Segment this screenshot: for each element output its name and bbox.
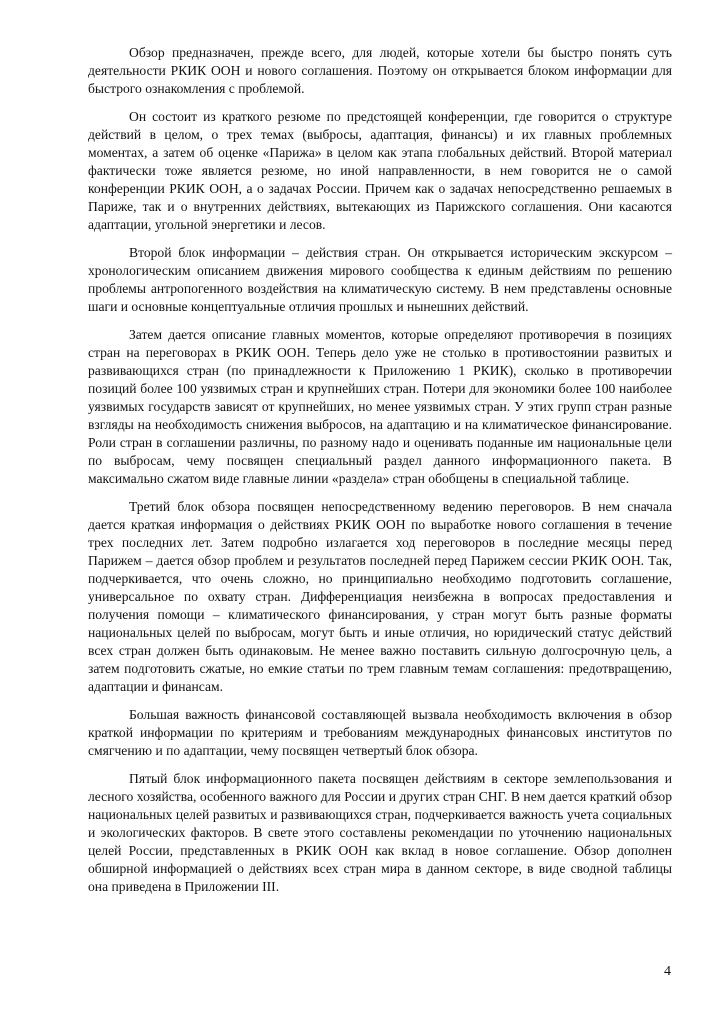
paragraph-overview-purpose: Обзор предназначен, прежде всего, для людей, которые хотели бы быстро понять суть деятельности РКИК ООН и нового соглашения. Поэтому он открывается блоком информации для быстрого ознакомления с проблемой. — [88, 45, 672, 96]
paragraph-land-use-block: Пятый блок информационного пакета посвящен действиям в секторе землепользования и лесного хозяйства, особенного важного для России и других стран СНГ. В нем дается краткий обзор национальных целей развитых и развивающихся стран, подчеркивается важность учета социальных и экологических факторов. В свете этого составлены рекомендации по уточнению национальных целей России, представленных в РКИК ООН как вклад в новое соглашение. Обзор дополнен обширной информацией о действиях всех стран мира в данном секторе, в виде сводной таблицы она приведена в Приложении III. — [88, 771, 672, 894]
paragraph-country-actions: Второй блок информации – действия стран. Он открывается историческим экскурсом – хронологическим описанием движения мирового сообщества к единым действиям по решению проблемы антропогенного воздействия на климатическую систему. В нем представлены основные шаги и основные концептуальные отличия прошлых и нынешних действий. — [88, 245, 672, 314]
document-page — [88, 44, 672, 906]
paragraph-summary-block: Он состоит из краткого резюме по предстоящей конференции, где говорится о структуре действий в целом, о трех темах (выбросы, адаптация, финансы) и их главных проблемных моментах, а затем об оценке «Парижа» в целом как этапа глобальных действий. Второй материал фактически тоже является резюме, но иной направленности, в нем говорится не о самой конференции РКИК ООН, а о задачах России. Причем как о задачах непосредственно решаемых в Париже, так и о внутренних действиях, вытекающих из Парижского соглашения. Они касаются адаптации, угольной энергетики и лесов. — [88, 109, 672, 232]
paragraph-finance-block: Большая важность финансовой составляющей вызвала необходимость включения в обзор краткой информации по критериям и требованиям международных финансовых институтов по смягчению и по адаптации, чему посвящен четвертый блок обзора. — [88, 707, 672, 758]
page-number: 4 — [664, 964, 671, 979]
paragraph-country-positions: Затем дается описание главных моментов, которые определяют противоречия в позициях стран на переговорах в РКИК ООН. Теперь дело уже не столько в противостоянии развитых и развивающихся стран (по принадлежности к Приложению 1 РКИК), сколько в противоречии позиций более 100 уязвимых стран и крупнейших стран. Потери для экономики более 100 наиболее уязвимых государств зависят от крупнейших, но менее уязвимых стран. У этих групп стран разные взгляды на необходимость снижения выбросов, на адаптацию и на климатическое финансирование. Роли стран в соглашении различны, по разному надо и оценивать поданные им национальные цели по выбросам, чему посвящен специальный раздел данного информационного пакета. В максимально сжатом виде главные линии «раздела» стран обобщены в специальной таблице. — [88, 327, 672, 486]
paragraph-negotiations-block: Третий блок обзора посвящен непосредственному ведению переговоров. В нем сначала дается краткая информация о действиях РКИК ООН по выработке нового соглашения в течение трех последних лет. Затем подробно излагается ход переговоров в последние месяцы перед Парижем – дается обзор проблем и результатов последней перед Парижем сессии РКИК ООН. Так, подчеркивается, что очень сложно, но принципиально необходимо подготовить соглашение, универсальное по охвату стран. Дифференциация неизбежна в вопросах предоставления и получения помощи – климатического финансирования, у стран могут быть разные форматы национальных целей по выбросам, могут быть и иные отличия, но юридический статус действий всех стран должен быть одинаковым. Не менее важно поставить сильную долгосрочную цель, а затем подготовить сжатые, но емкие статьи по трем главным темам соглашения: предотвращению, адаптации и финансам. — [88, 499, 672, 694]
